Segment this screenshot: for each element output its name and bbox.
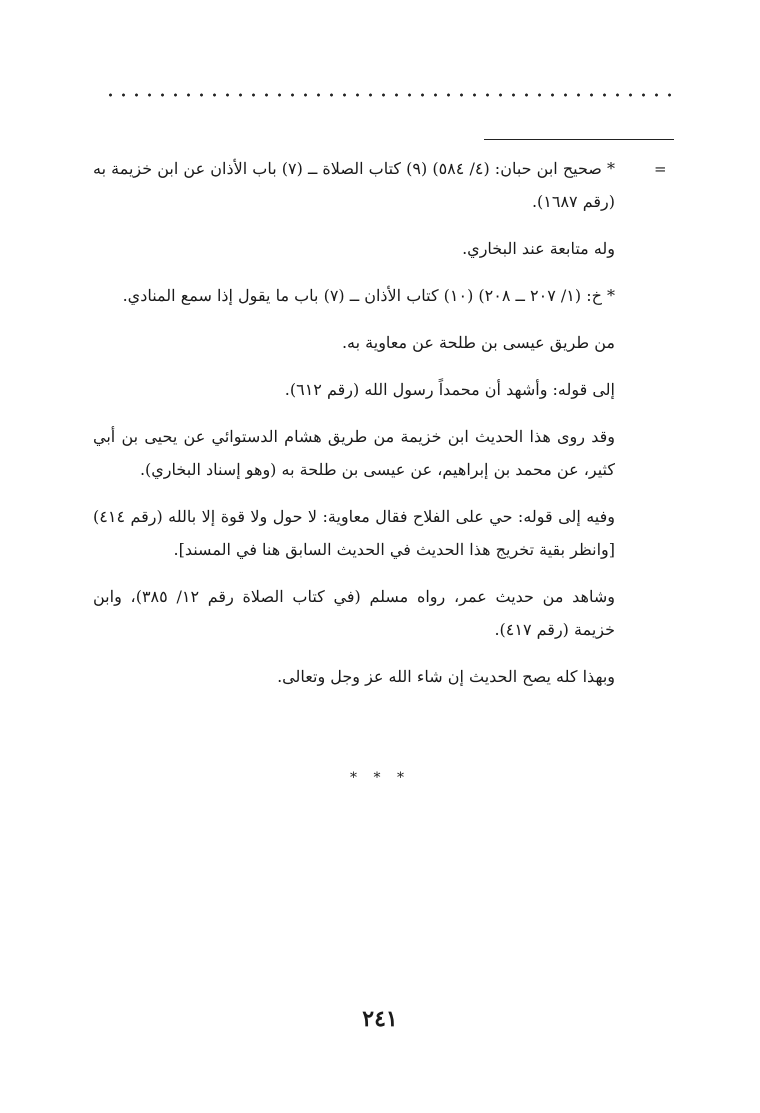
footnote-text	[93, 152, 615, 707]
section-separator-stars: * * *	[350, 770, 410, 786]
paragraph-conclusion: وبهذا كله يصح الحديث إن شاء الله عز وجل وتعالى.	[277, 667, 615, 686]
page-number: ٢٤١	[362, 1006, 398, 1032]
paragraph-chain: من طريق عيسى بن طلحة عن معاوية به.	[341, 333, 615, 352]
paragraph-bukhari-ref: * خ: (١/ ٢٠٧ ــ ٢٠٨) (١٠) كتاب الأذان ــ (٧) باب ما يقول إذا سمع المنادي.	[122, 286, 615, 305]
dotted-separator	[104, 92, 672, 98]
continuation-marker: =	[654, 160, 667, 178]
paragraph-umar-witness: وشاهد من حديث عمر، رواه مسلم (في كتاب الصلاة رقم ١٢/ ٣٨٥)، وابن خزيمة (رقم ٤١٧).	[93, 587, 616, 639]
footnote-rule	[484, 139, 674, 140]
paragraph-ibn-khuzaymah: وقد روى هذا الحديث ابن خزيمة من طريق هشام الدستوائي عن يحيى بن أبي كثير، عن محمد بن إبراهيم، عن عيسى بن طلحة به (وهو إسناد البخاري).	[93, 427, 615, 479]
paragraph-bukhari-note: وله متابعة عند البخاري.	[462, 239, 615, 258]
paragraph-until-saying: إلى قوله: وأشهد أن محمداً رسول الله (رقم ٦١٢).	[284, 380, 615, 399]
paragraph-ibn-hibban: * صحيح ابن حبان: (٤/ ٥٨٤) (٩) كتاب الصلاة ــ (٧) باب الأذان عن ابن خزيمة به (رقم ١٦٨٧).	[93, 159, 615, 211]
paragraph-hayya-alal-falah: وفيه إلى قوله: حي على الفلاح فقال معاوية: لا حول ولا قوة إلا بالله (رقم ٤١٤) [وانظر بقية تخريج هذا الحديث في الحديث السابق هنا في المسند].	[93, 507, 615, 559]
